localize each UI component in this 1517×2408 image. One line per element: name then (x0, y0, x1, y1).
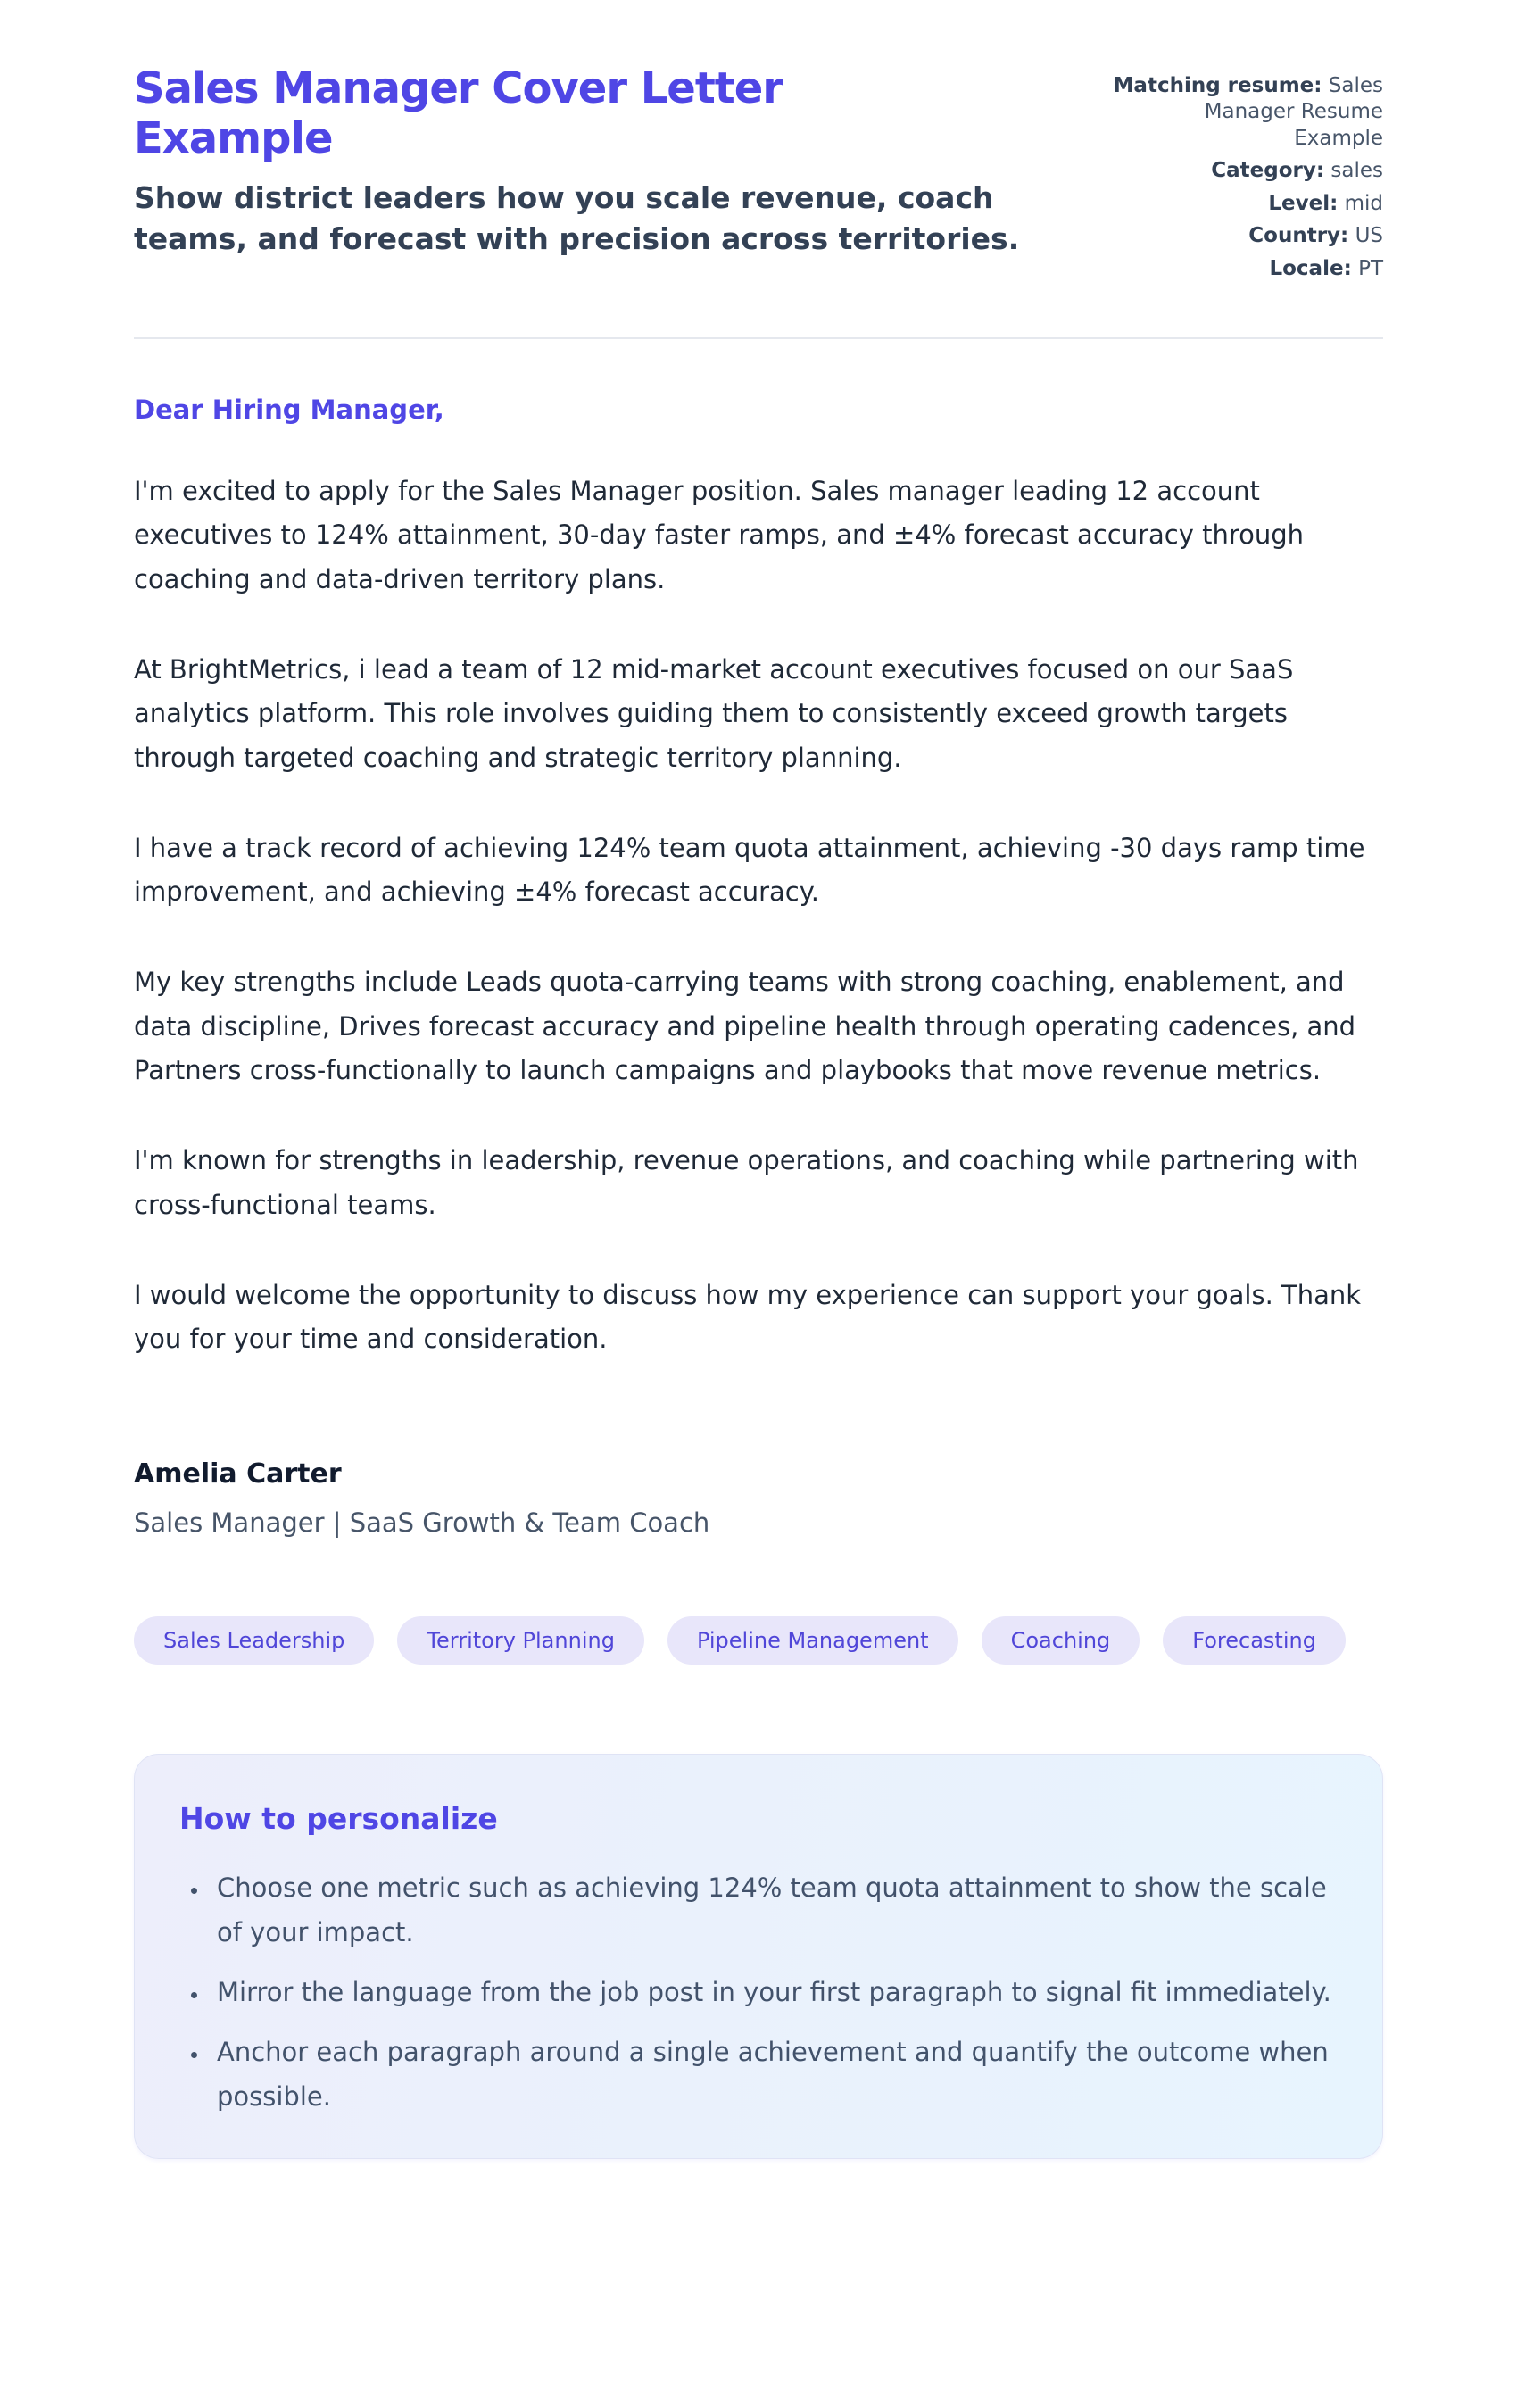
page-header (134, 64, 1383, 288)
meta-row-level (1111, 191, 1383, 217)
signature-role: Sales Manager | SaaS Growth & Team Coach (134, 1507, 710, 1538)
level-label: Level: (1268, 191, 1339, 215)
letter-paragraph: I would welcome the opportunity to discuss how my experience can support your goals. Thank you for your time and consideration. (134, 1279, 1362, 1355)
page-subtitle: Show district leaders how you scale revenue, coach teams, and forecast with precision across territories. (134, 180, 1020, 256)
cover-letter-body (134, 394, 1383, 1537)
level-value: mid (1344, 191, 1383, 215)
tag-pill-coaching[interactable]: Coaching (982, 1616, 1140, 1665)
tag-pill-pipeline-management[interactable]: Pipeline Management (667, 1616, 958, 1665)
tag-pill-sales-leadership[interactable]: Sales Leadership (134, 1616, 374, 1665)
skill-tags (134, 1616, 1383, 1665)
letter-paragraph: My key strengths include Leads quota-carrying teams with strong coaching, enablement, and data discipline, Drives forecast accuracy and pipeline health through operating cadences, and Partners cross-functionally to launch campaigns and playbooks that move revenue metrics. (134, 967, 1356, 1086)
locale-value: PT (1358, 256, 1383, 280)
letter-paragraph: At BrightMetrics, i lead a team of 12 mid-market account executives focused on our SaaS analytics platform. This role involves guiding them to consistently exceed growth targets through targeted coaching and strategic territory planning. (134, 653, 1294, 773)
signature-name: Amelia Carter (134, 1457, 342, 1490)
personalize-card (134, 1754, 1383, 2158)
meta-row-locale (1111, 256, 1383, 282)
personalize-bullet: • Anchor each paragraph around a single achievement and quantify the outcome when possible. (210, 2030, 1332, 2119)
meta-row-category (1111, 158, 1383, 184)
personalize-list (179, 1866, 1338, 2118)
tag-pill-forecasting[interactable]: Forecasting (1163, 1616, 1346, 1665)
letter-paragraph: I'm known for strengths in leadership, revenue operations, and coaching while partnering with cross-functional teams. (134, 1145, 1359, 1220)
tag-pill-territory-planning[interactable]: Territory Planning (397, 1616, 644, 1665)
category-value: sales (1330, 159, 1383, 183)
matching-resume-link[interactable]: Sales Manager Resume Example (1204, 74, 1383, 150)
header-divider (134, 337, 1383, 339)
meta-row-country (1111, 223, 1383, 249)
category-label: Category: (1211, 159, 1325, 183)
country-label: Country: (1248, 224, 1349, 248)
matching-resume-label: Matching resume: (1113, 74, 1322, 97)
signature-block (134, 1458, 1383, 1538)
locale-label: Locale: (1269, 256, 1352, 280)
letter-paragraph: I have a track record of achieving 124% team quota attainment, achieving -30 days ramp time improvement, and achieving ±4% forecast accuracy. (134, 832, 1365, 908)
resume-meta-block (1111, 73, 1383, 288)
personalize-bullet: • Choose one metric such as achieving 124% team quota attainment to show the scale of your impact. (210, 1866, 1332, 1955)
personalize-bullet: • Mirror the language from the job post in your first paragraph to signal fit immediately. (210, 1971, 1332, 2014)
page-title: Sales Manager Cover Letter Example (134, 63, 783, 163)
letter-paragraph: I'm excited to apply for the Sales Manager position. Sales manager leading 12 account executives to 124% attainment, 30-day faster ramps, and ±4% forecast accuracy through coaching and data-driven territory plans. (134, 476, 1305, 594)
header-title-block (134, 64, 1075, 259)
letter-salutation: Dear Hiring Manager, (134, 394, 444, 426)
country-value: US (1355, 224, 1383, 248)
meta-matching-resume (1111, 73, 1383, 152)
personalize-heading: How to personalize (179, 1801, 498, 1837)
